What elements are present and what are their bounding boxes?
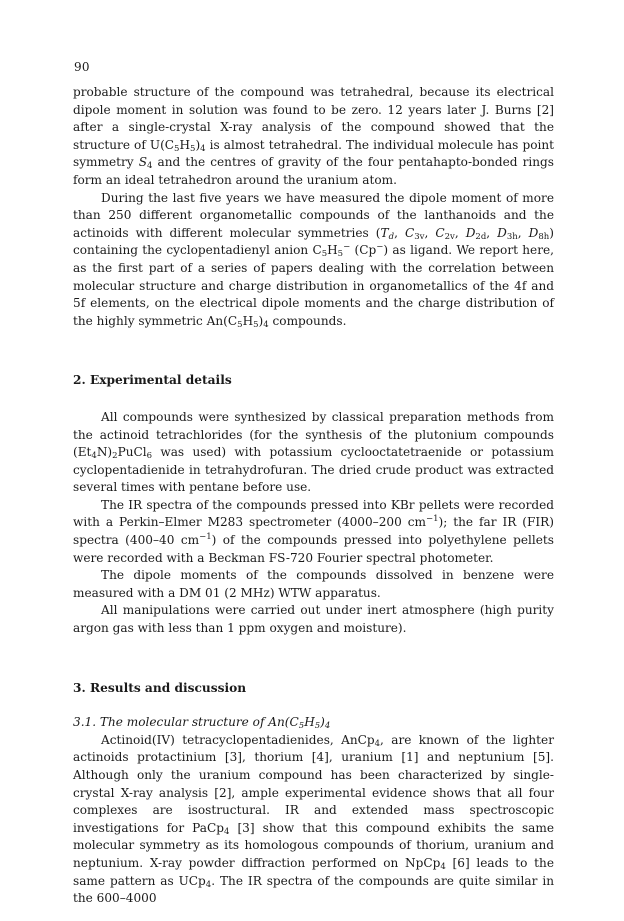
intro-paragraph-2: During the last five years we have measured the dipole moment of more than 250 different organometallic compounds of the lanthanoids and the actinoids with different molecular symmetries ($T_d$, $C_{3v}$, $C_{2v}$, $D_{2d}$, $D_{3h}$, $D_{8h}$) containing the cyclopentadienyl anion $C_5H_5^-$ (Cp−) as ligand. We report here, as the first part of a series of papers dealing with the correlation between molecular structure and charge distribution in organometallics of the 4f and 5f elements, on the electrical dipole moments and the charge distribution of the highly symmetric $An(C_5H_5)_4$ compounds. [73,190,554,330]
intro-paragraph-1: probable structure of the compound was tetrahedral, because its electrical dipole moment in solution was found to be zero. 12 years later J. Burns [2] after a single-crystal X-ray analysis of the compound showed that the structure of $U(C_5H_5)_4$ is almost tetrahedral. The individual molecule has point symmetry $S_4$ and the centres of gravity of the four pentahapto-bonded rings form an ideal tetrahedron around the uranium atom. [73,85,554,187]
section-2-paragraph-2: The IR spectra of the compounds pressed into KBr pellets were recorded with a Perkin–Elmer M283 spectrometer (4000–200 $cm^{-1}$); the far IR (FIR) spectra (400–40 $cm^{-1}$) of the compounds pressed into polyethylene pellets were recorded with a Beckman FS-720 Fourier spectral photometer. [73,497,554,565]
page-number: 90 [74,60,90,74]
body-text [73,84,554,908]
section-3-1-subheading: 3.1. The molecular structure of $An(C_5H_5)_4$ [73,715,331,732]
section-2-paragraph-4: All manipulations were carried out under inert atmosphere (high purity argon gas with less than 1 ppm oxygen and moisture). [73,603,554,636]
section-2-heading: 2. Experimental details [73,373,232,388]
section-3-paragraph-1: Actinoid(IV) tetracyclopentadienides, AnCp$_4$, are known of the lighter actinoids protactinium [3], thorium [4], uranium [1] and neptunium [5]. Although only the uranium compound has been characterized by single-crystal X-ray analysis [2], ample experimental evidence shows that all four complexes are isostructural. IR and extended mass spectroscopic investigations for PaCp$_4$ [3] show that this compound exhibits the same molecular symmetry as its homologous compounds of thorium, uranium and neptunium. X-ray powder diffraction performed on NpCp$_4$ [6] leads to the same pattern as UCp$_4$. The IR spectra of the compounds are quite similar in the 600–4000 [73,732,554,906]
section-3-heading: 3. Results and discussion [73,680,247,695]
section-2-paragraph-1: All compounds were synthesized by classical preparation methods from the actinoid tetrachlorides (for the synthesis of the plutonium compounds $(Et_4N)_2PuCl_6$ was used) with potassium cyclooctatetraenide or potassium cyclopentadienide in tetrahydrofuran. The dried crude product was extracted several times with pentane before use. [73,409,554,495]
section-2-paragraph-3: The dipole moments of the compounds dissolved in benzene were measured with a DM 01 (2 MHz) WTW apparatus. [73,568,554,600]
